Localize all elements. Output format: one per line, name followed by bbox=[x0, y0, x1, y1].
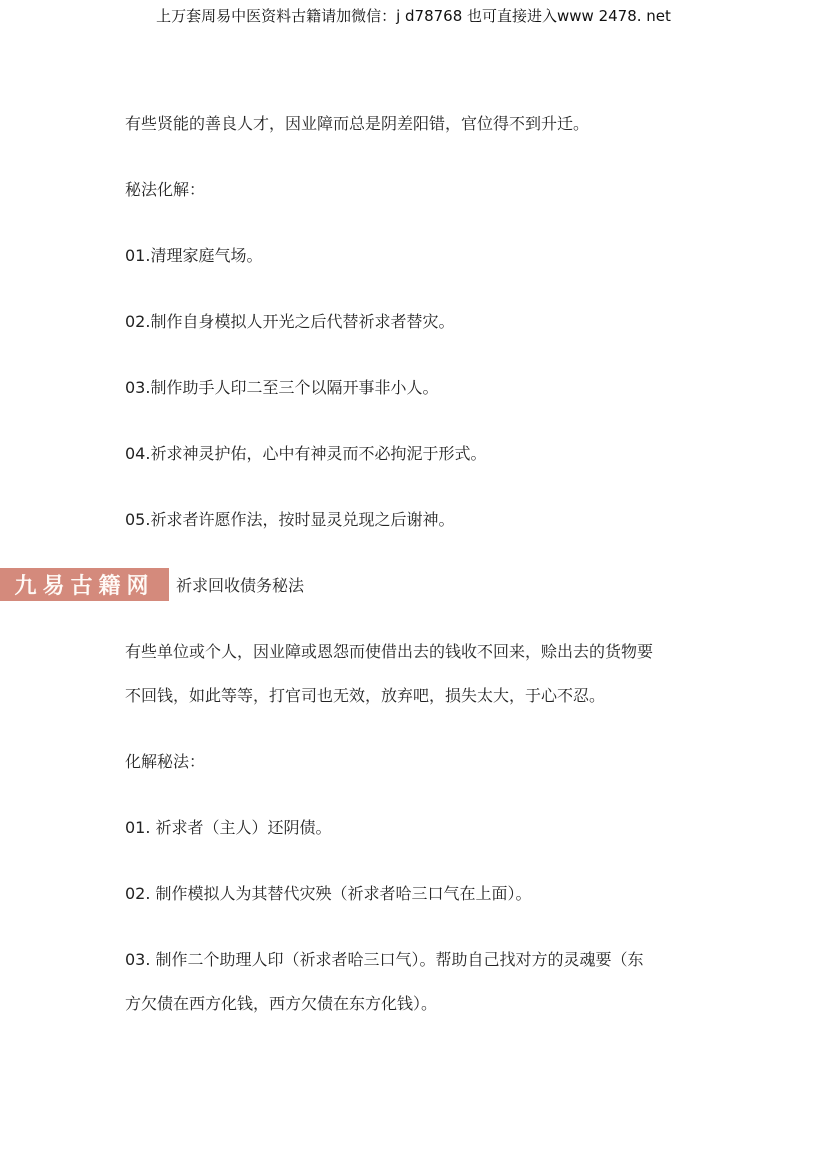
paragraph-debt-intro-line1: 有些单位或个人，因业障或恩怨而使借出去的钱收不回来，赊出去的货物要 bbox=[125, 642, 654, 661]
paragraph-solution-title: 化解秘法： bbox=[125, 752, 206, 771]
paragraph-debt-intro-line2: 不回钱，如此等等，打官司也无效，放弃吧，损失太大，于心不忍。 bbox=[125, 686, 606, 705]
list-item: 03.制作助手人印二至三个以隔开事非小人。 bbox=[125, 378, 439, 397]
list-item: 01.清理家庭气场。 bbox=[125, 246, 263, 265]
list-item: 05.祈求者许愿作法，按时显灵兑现之后谢神。 bbox=[125, 510, 455, 529]
list-item-continuation: 方欠债在西方化钱，西方欠债在东方化钱）。 bbox=[125, 994, 438, 1013]
list-item: 02. 制作模拟人为其替代灾殃（祈求者哈三口气在上面）。 bbox=[125, 884, 532, 903]
watermark-logo-stamp: 九易古籍网 bbox=[0, 568, 169, 601]
list-item: 03. 制作二个助理人印（祈求者哈三口气）。帮助自己找对方的灵魂要（东 bbox=[125, 950, 644, 969]
list-item: 01. 祈求者（主人）还阴债。 bbox=[125, 818, 332, 837]
list-item: 04.祈求神灵护佑，心中有神灵而不必拘泥于形式。 bbox=[125, 444, 487, 463]
list-item: 02.制作自身模拟人开光之后代替祈求者替灾。 bbox=[125, 312, 455, 331]
paragraph-method-title: 秘法化解： bbox=[125, 180, 206, 199]
paragraph-intro: 有些贤能的善良人才，因业障而总是阴差阳错，官位得不到升迁。 bbox=[125, 114, 590, 133]
section-heading: 祈求回收债务秘法 bbox=[176, 576, 305, 595]
page-header-watermark: 上万套周易中医资料古籍请加微信：j d78768 也可直接进入www 2478. net bbox=[156, 7, 671, 25]
